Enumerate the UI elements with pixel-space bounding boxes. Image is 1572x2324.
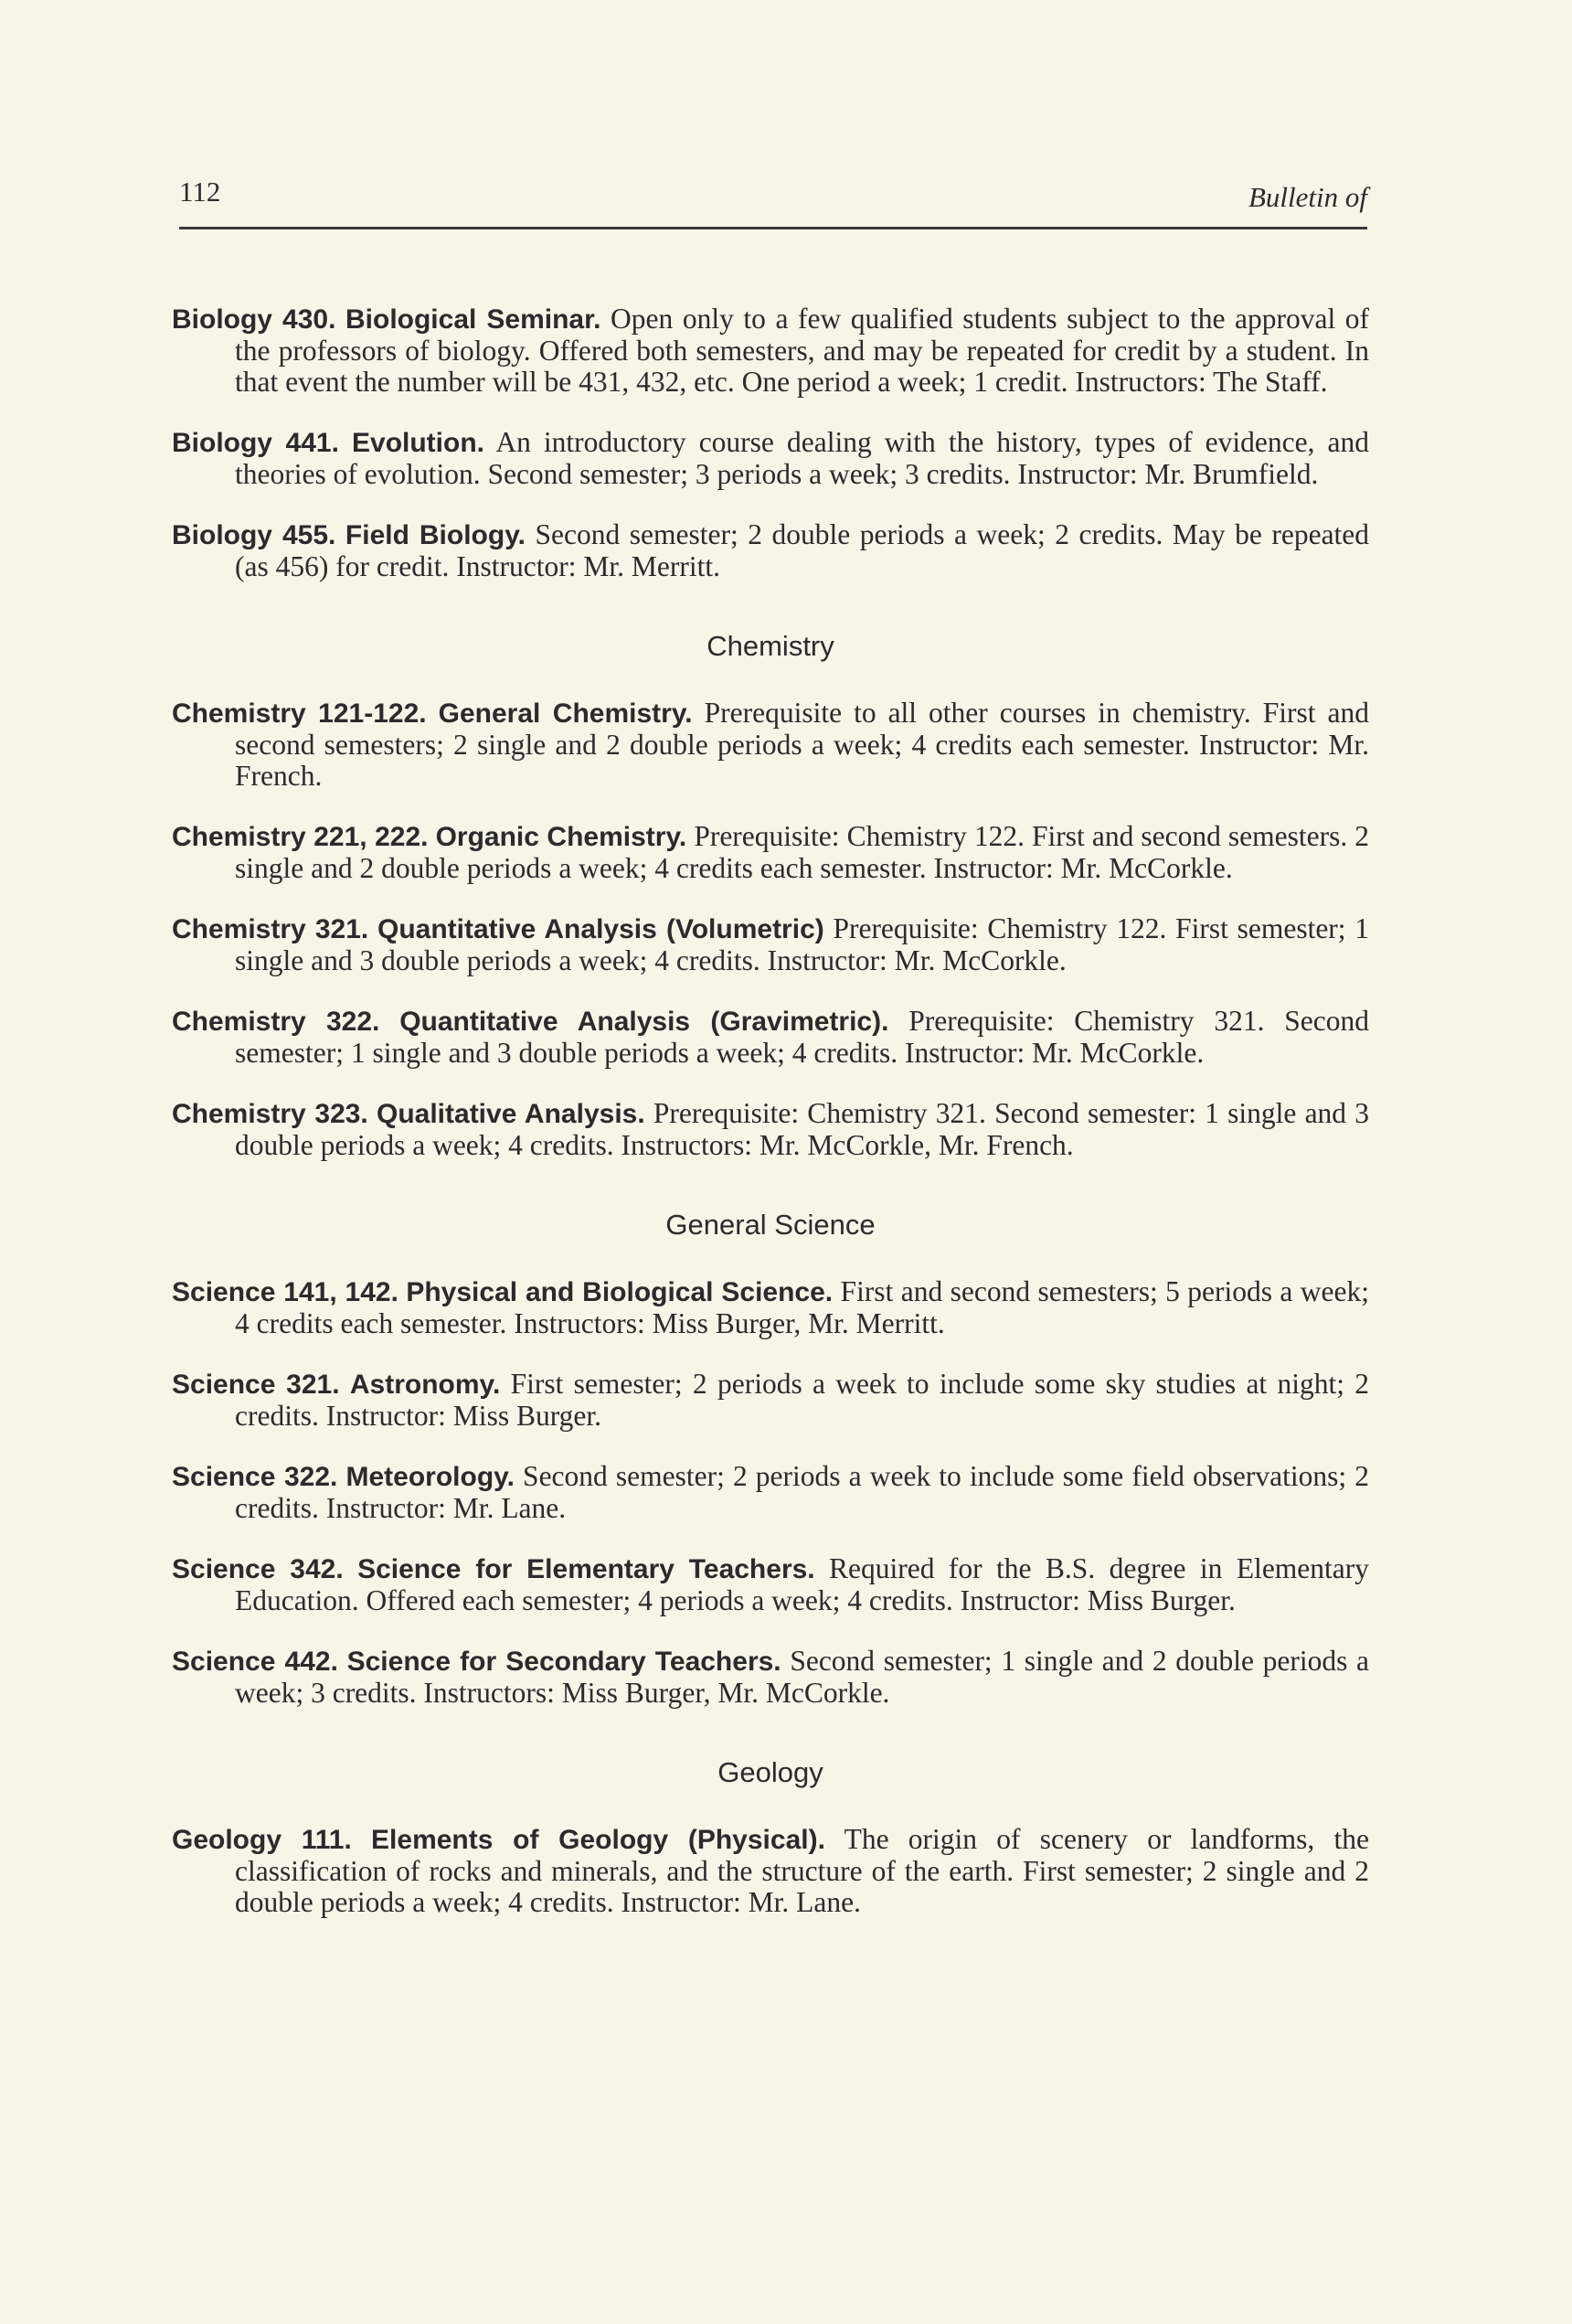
course-title: Science for Elementary Teachers. bbox=[357, 1553, 815, 1584]
course-number: Chemistry 323. bbox=[172, 1098, 368, 1129]
course-description: Prerequisite to all other courses in chemistry. First and second semesters; 2 single and 2 double periods a week; 4 credits each semester. Instructor: Mr. French. bbox=[235, 696, 1370, 792]
section-heading: Geology bbox=[717, 1755, 823, 1788]
course-entry bbox=[172, 1276, 1369, 1339]
course-title: Physical and Biological Science. bbox=[406, 1276, 834, 1307]
course-description: Prerequisite: Chemistry 122. First and second semesters. 2 single and 2 double periods a week; 4 credits each semester. Instructor: Mr. McCorkle. bbox=[235, 819, 1370, 884]
course-title: Evolution. bbox=[352, 427, 484, 458]
course-title: Quantitative Analysis (Gravimetric). bbox=[399, 1006, 889, 1037]
course-title: Astronomy. bbox=[349, 1369, 501, 1400]
course-description: Second semester; 2 periods a week to include some field observations; 2 credits. Instructor: Mr. Lane. bbox=[235, 1459, 1369, 1524]
course-number: Chemistry 121-122. bbox=[172, 698, 427, 729]
course-description: Open only to a few qualified students subject to the approval of the professors of biology. Offered both semesters, and may be repeated for credit by a student. In that event the number will be 431, 432, etc. One period a week; 1 credit. Instructors: The Staff. bbox=[235, 302, 1370, 398]
course-description: The origin of scenery or landforms, the classification of rocks and minerals, and the structure of the earth. First semester; 2 single and 2 double periods a week; 4 credits. Instructor: Mr. Lane. bbox=[235, 1822, 1369, 1918]
course-entry bbox=[172, 698, 1369, 792]
course-description: Prerequisite: Chemistry 321. Second semester; 1 single and 3 double periods a week; 4 credits. Instructor: Mr. McCorkle. bbox=[235, 1004, 1369, 1069]
course-number: Biology 430. bbox=[172, 304, 336, 335]
course-number: Chemistry 221, 222. bbox=[172, 821, 429, 852]
course-entry bbox=[172, 1553, 1369, 1616]
section-chemistry bbox=[172, 630, 1369, 1161]
course-description: First semester; 2 periods a week to include some sky studies at night; 2 credits. Instructor: Miss Burger. bbox=[235, 1367, 1370, 1432]
course-entry bbox=[172, 1824, 1369, 1918]
course-title: Elements of Geology (Physical). bbox=[371, 1824, 825, 1855]
course-number: Chemistry 322. bbox=[172, 1006, 380, 1037]
course-entry bbox=[172, 427, 1369, 490]
course-entry bbox=[172, 304, 1369, 398]
course-entry bbox=[172, 1006, 1369, 1069]
running-head: Bulletin of bbox=[1248, 181, 1367, 213]
course-entry bbox=[172, 1369, 1369, 1432]
course-description: Prerequisite: Chemistry 321. Second semester: 1 single and 3 double periods a week; 4 credits. Instructors: Mr. McCorkle, Mr. French. bbox=[235, 1096, 1370, 1161]
course-number: Biology 455. bbox=[172, 519, 336, 550]
course-listing bbox=[172, 274, 1369, 1947]
course-title: Organic Chemistry. bbox=[435, 821, 687, 852]
course-description: Second semester; 1 single and 2 double periods a week; 3 credits. Instructors: Miss Burger, Mr. McCorkle. bbox=[235, 1644, 1370, 1709]
course-title: Field Biology. bbox=[345, 519, 526, 550]
section-general-science bbox=[172, 1209, 1369, 1709]
section-heading: General Science bbox=[665, 1208, 876, 1241]
course-description: First and second semesters; 5 periods a week; 4 credits each semester. Instructors: Miss Burger, Mr. Merritt. bbox=[235, 1274, 1370, 1339]
course-number: Science 442. bbox=[172, 1646, 338, 1677]
course-entry bbox=[172, 1461, 1369, 1524]
course-entry bbox=[172, 1646, 1369, 1709]
section-heading: Chemistry bbox=[706, 629, 834, 662]
course-number: Science 322. bbox=[172, 1461, 338, 1492]
section-biology bbox=[172, 304, 1369, 582]
course-number: Science 141, 142. bbox=[172, 1276, 398, 1307]
course-title: Biological Seminar. bbox=[345, 304, 601, 335]
course-title: Science for Secondary Teachers. bbox=[346, 1646, 781, 1677]
course-title: Meteorology. bbox=[345, 1461, 515, 1492]
course-number: Biology 441. bbox=[172, 427, 339, 458]
course-number: Chemistry 321. bbox=[172, 913, 369, 944]
course-title: Quantitative Analysis (Volumetric) bbox=[377, 913, 824, 944]
course-number: Science 321. bbox=[172, 1369, 340, 1400]
course-entry bbox=[172, 821, 1369, 884]
page-number: 112 bbox=[179, 176, 221, 208]
page-header bbox=[179, 176, 1367, 229]
course-description: Prerequisite: Chemistry 122. First semester; 1 single and 3 double periods a week; 4 credits. Instructor: Mr. McCorkle. bbox=[235, 911, 1369, 976]
course-title: Qualitative Analysis. bbox=[377, 1098, 645, 1129]
course-title: General Chemistry. bbox=[438, 698, 693, 729]
course-entry bbox=[172, 519, 1369, 582]
course-entry bbox=[172, 1098, 1369, 1161]
section-geology bbox=[172, 1756, 1369, 1918]
course-number: Science 342. bbox=[172, 1553, 344, 1584]
course-description: An introductory course dealing with the history, types of evidence, and theories of evolution. Second semester; 3 periods a week; 3 credits. Instructor: Mr. Brumfield. bbox=[235, 425, 1370, 490]
course-description: Required for the B.S. degree in Elementary Education. Offered each semester; 4 periods a week; 4 credits. Instructor: Miss Burger. bbox=[235, 1551, 1370, 1616]
course-number: Geology 111. bbox=[172, 1824, 352, 1855]
course-description: Second semester; 2 double periods a week; 2 credits. May be repeated (as 456) for credit. Instructor: Mr. Merritt. bbox=[235, 517, 1370, 582]
course-entry bbox=[172, 913, 1369, 976]
